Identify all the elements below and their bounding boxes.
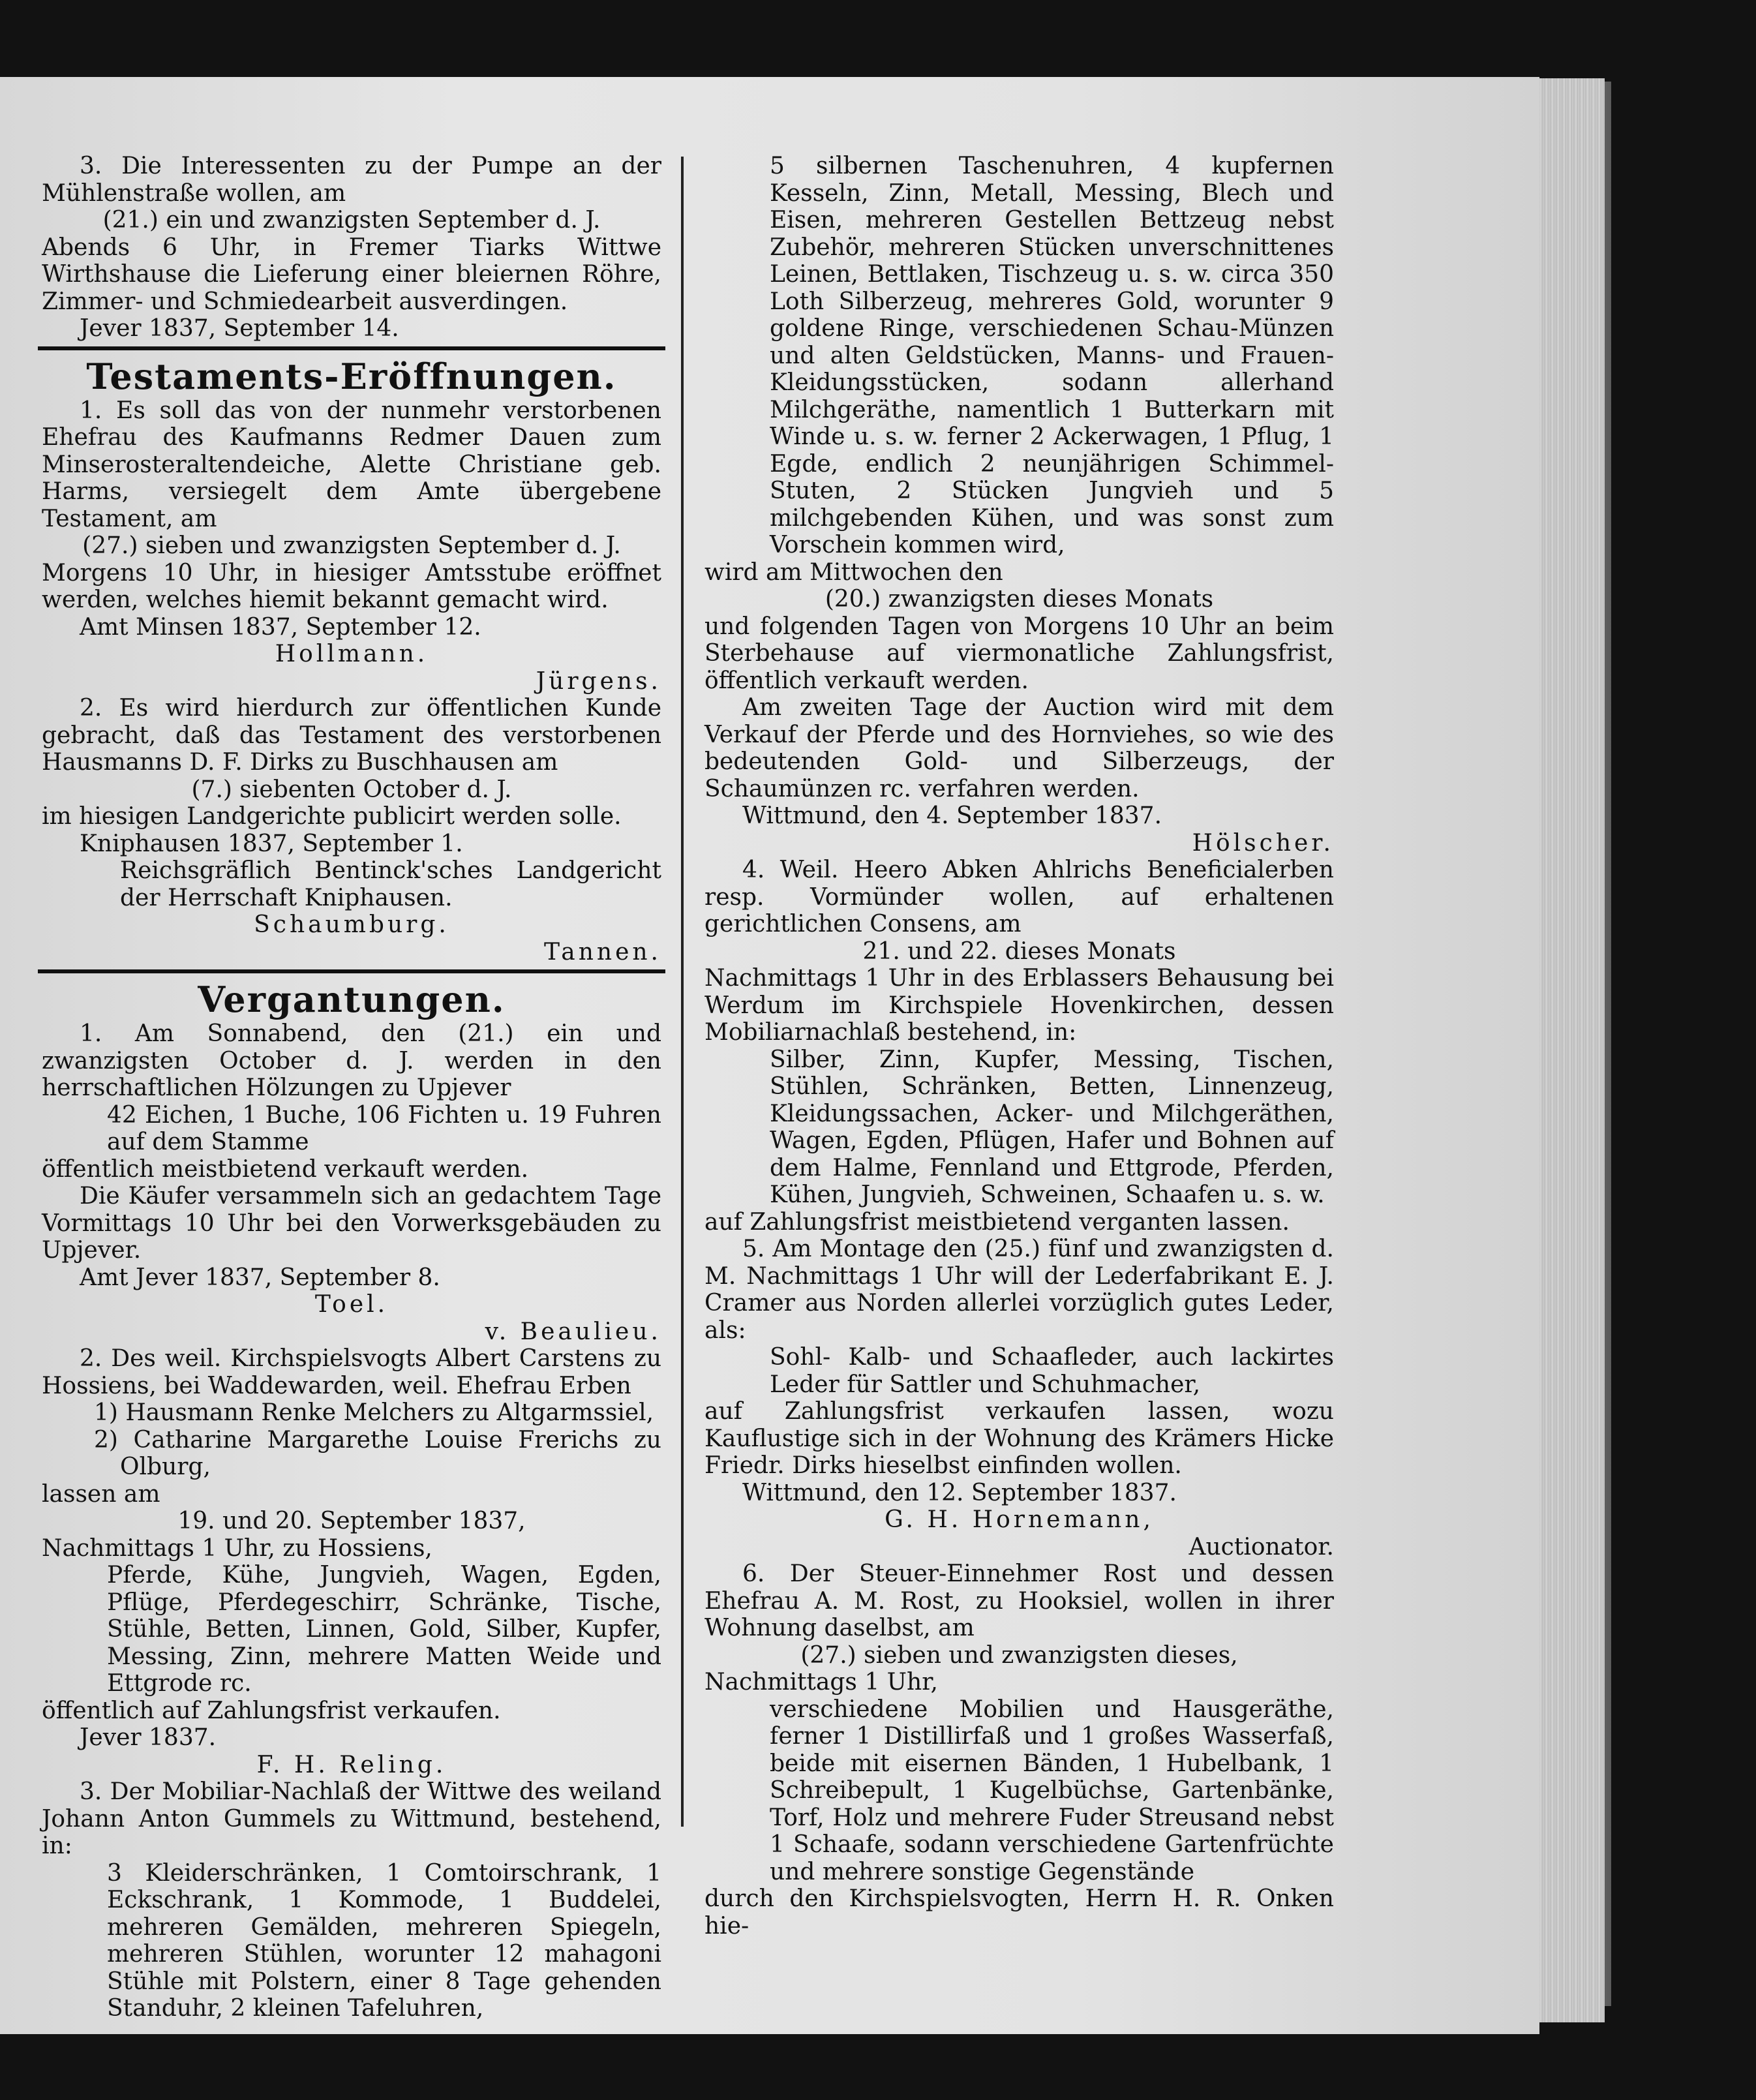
vergantung-2-time: Nachmittags 1 Uhr, zu Hossiens,: [42, 1534, 432, 1562]
testament-1-signer-2: Jürgens.: [536, 667, 661, 695]
vergantung-3-second-day: Am zweiten Tage der Auction wird mit dem Verkauf der Pferde und des Hornviehes, so wie des bedeutenden Gold- und Silberzeugs, der Schaumünzen rc. verfahren werden.: [704, 694, 1334, 802]
vergantung-3-place: Wittmund, den 4. September 1837.: [742, 802, 1162, 829]
left-column: [42, 153, 661, 2022]
vergantung-2-intro: 2. Des weil. Kirchspielsvogts Albert Carstens zu Hossiens, bei Waddewarden, weil. Ehefrau Erben: [42, 1345, 661, 1399]
vergantung-1-intro: 1. Am Sonnabend, den (21.) ein und zwanzigsten October d. J. werden in den herrschaftlichen Hölzungen zu Upjever: [42, 1020, 661, 1101]
column-divider: [681, 157, 684, 1827]
testament-2-date: (7.) siebenten October d. J.: [191, 776, 512, 803]
vergantung-3-date: (20.) zwanzigsten dieses Monats: [825, 586, 1214, 613]
vergantung-4-intro: 4. Weil. Heero Abken Ahlrichs Beneficialerben resp. Vormünder wollen, auf erhaltenen gerichtlichen Consens, am: [704, 857, 1334, 937]
vergantung-1-items: 42 Eichen, 1 Buche, 106 Fichten u. 19 Fuhren auf dem Stamme: [107, 1101, 661, 1155]
testament-2-signer-2: Tannen.: [544, 938, 661, 966]
vergantung-6-date: (27.) sieben und zwanzigsten dieses,: [800, 1641, 1238, 1669]
vergantung-1-signer-1: Toel.: [314, 1291, 389, 1318]
vergantung-2-items: Pferde, Kühe, Jungvieh, Wagen, Egden, Pflüge, Pferdegeschirr, Schränke, Tische, Stühle, Betten, Linnen, Gold, Silber, Kupfer, Messing, Zinn, mehrere Matten Weide und Ettgrode rc.: [107, 1562, 661, 1697]
vergantung-6-items: verschiedene Mobilien und Hausgeräthe, ferner 1 Distillirfaß und 1 großes Wasserfaß, beide mit eisernen Bänden, 1 Hubelbank, 1 Schreibepult, 1 Kugelbüchse, Gartenbänke, Torf, Holz und mehrere Fuder Streusand nebst 1 Schaafe, sodann verschiedene Gartenfrüchte und mehrere sonstige Gegenstände: [770, 1696, 1334, 1885]
right-column: [704, 153, 1334, 1940]
vergantung-4-date: 21. und 22. dieses Monats: [862, 937, 1176, 965]
vergantung-2-signer: F. H. Reling.: [256, 1751, 447, 1778]
vergantung-6-agent: durch den Kirchspielsvogten, Herrn H. R. Onken hie-: [704, 1885, 1334, 1940]
vergantung-5-items: Sohl- Kalb- und Schaafleder, auch lackirtes Leder für Sattler und Schuhmacher,: [770, 1344, 1334, 1398]
vergantung-2-place: Jever 1837.: [80, 1724, 217, 1751]
section-rule: [38, 969, 665, 973]
vergantung-3-items-cont: 5 silbernen Taschenuhren, 4 kupfernen Kesseln, Zinn, Metall, Messing, Blech und Eisen, mehreren Gestellen Bettzeug nebst Zubehör, mehreren Stücken unverschnittenes Leinen, Bettlaken, Tischzeug u. s. w. circa 350 Loth Silberzeug, mehreres Gold, worunter 9 goldene Ringe, verschiedenen Schau-Münzen und alten Geldstücken, Manns- und Frauen-Kleidungsstücken, sodann allerhand Milchgeräthe, namentlich 1 Butterkarn mit Winde u. s. w. ferner 2 Ackerwagen, 1 Pflug, 1 Egde, endlich 2 neunjährigen Schimmel-Stuten, 2 Stücken Jungvieh und 5 milchgebenden Kühen, und was sonst zum Vorschein kommen wird,: [770, 153, 1334, 558]
vergantung-5-signer: G. H. Hornemann,: [885, 1506, 1154, 1533]
vergantung-3-when: wird am Mittwochen den: [704, 558, 1003, 586]
vergantung-2-date: 19. und 20. September 1837,: [177, 1508, 526, 1534]
vergantung-1-meeting: Die Käufer versammeln sich an gedachtem Tage Vormittags 10 Uhr bei den Vorwerksgebäuden zu Upjever.: [42, 1183, 661, 1264]
pumpe-date: (21.) ein und zwanzigsten September d. J.: [102, 207, 601, 234]
heading-testamente: Testaments-Eröffnungen.: [86, 355, 617, 397]
section-rule: [38, 346, 665, 350]
vergantung-1-sale: öffentlich meistbietend verkauft werden.: [42, 1155, 529, 1183]
testament-1-signer-1: Hollmann.: [275, 641, 429, 667]
testament-1-intro: 1. Es soll das von der nunmehr verstorbenen Ehefrau des Kaufmanns Redmer Dauen zum Minserosteraltendeiche, Alette Christiane geb. Harms, versiegelt dem Amte übergebene Testament, am: [42, 397, 661, 532]
vergantung-5-place: Wittmund, den 12. September 1837.: [742, 1479, 1177, 1506]
vergantung-6-intro: 6. Der Steuer-Einnehmer Rost und dessen Ehefrau A. M. Rost, zu Hooksiel, wollen in ihrer Wohnung daselbst, am: [704, 1560, 1334, 1641]
heading-vergantungen: Vergantungen.: [198, 979, 506, 1020]
pumpe-place-date: Jever 1837, September 14.: [80, 315, 399, 342]
vergantung-4-items: Silber, Zinn, Kupfer, Messing, Tischen, Stühlen, Schränken, Betten, Linnenzeug, Kleidungssachen, Acker- und Milchgeräthen, Wagen, Egden, Pflügen, Hafer und Bohnen auf dem Halme, Fennland und Ettgrode, Pferden, Kühen, Jungvieh, Schweinen, Schaafen u. s. w.: [770, 1046, 1334, 1208]
testament-2-signer-1: Schaumburg.: [254, 911, 449, 938]
vergantung-5-sale: auf Zahlungsfrist verkaufen lassen, wozu Kauflustige sich in der Wohnung des Krämers Hicke Friedr. Dirks hieselbst einfinden wollen.: [704, 1398, 1334, 1479]
vergantung-4-sale: auf Zahlungsfrist meistbietend verganten lassen.: [704, 1208, 1290, 1236]
pumpe-intro: 3. Die Interessenten zu der Pumpe an der Mühlenstraße wollen, am: [42, 153, 661, 207]
vergantung-5-intro: 5. Am Montage den (25.) fünf und zwanzigsten d. M. Nachmittags 1 Uhr will der Lederfabrikant E. J. Cramer aus Norden allerlei vorzüglich gutes Leder, als:: [704, 1236, 1334, 1344]
vergantung-2-lassen: lassen am: [42, 1480, 160, 1508]
vergantung-2-heir-2: 2) Catharine Margarethe Louise Frerichs zu Olburg,: [94, 1426, 661, 1480]
testament-1-body: Morgens 10 Uhr, in hiesiger Amtsstube eröffnet werden, welches hiemit bekannt gemacht wird.: [42, 559, 661, 613]
testament-1-place: Amt Minsen 1837, September 12.: [80, 613, 481, 641]
vergantung-3-intro: 3. Der Mobiliar-Nachlaß der Wittwe des weiland Johann Anton Gummels zu Wittmund, bestehend, in:: [42, 1778, 661, 1859]
testament-2-body: im hiesigen Landgerichte publicirt werden solle.: [42, 803, 622, 830]
testament-2-place: Kniphausen 1837, September 1.: [80, 830, 463, 857]
vergantung-3-body: und folgenden Tagen von Morgens 10 Uhr an beim Sterbehause auf viermonatliche Zahlungsfrist, öffentlich verkauft werden.: [704, 613, 1334, 694]
vergantung-2-sale: öffentlich auf Zahlungsfrist verkaufen.: [42, 1697, 501, 1724]
vergantung-5-signer-title: Auctionator.: [1188, 1533, 1334, 1560]
vergantung-1-signer-2: v. Beaulieu.: [485, 1318, 661, 1345]
testament-2-court: Reichsgräflich Bentinck'sches Landgericht der Herrschaft Kniphausen.: [120, 857, 661, 911]
vergantung-3-items: 3 Kleiderschränken, 1 Comtoirschrank, 1 Eckschrank, 1 Kommode, 1 Buddelei, mehreren Gemälden, mehreren Spiegeln, mehreren Stühlen, worunter 12 mahagoni Stühle mit Polstern, einer 8 Tage gehenden Standuhr, 2 kleinen Tafeluhren,: [107, 1859, 661, 2022]
vergantung-3-signer: Hölscher.: [1192, 829, 1334, 857]
vergantung-1-place: Amt Jever 1837, September 8.: [80, 1264, 440, 1291]
testament-1-date: (27.) sieben und zwanzigsten September d. J.: [82, 532, 621, 559]
vergantung-2-heir-1: 1) Hausmann Renke Melchers zu Altgarmssiel,: [94, 1399, 654, 1426]
vergantung-6-time: Nachmittags 1 Uhr,: [704, 1669, 938, 1696]
vergantung-4-body: Nachmittags 1 Uhr in des Erblassers Behausung bei Werdum im Kirchspiele Hovenkirchen, dessen Mobiliarnachlaß bestehend, in:: [704, 965, 1334, 1046]
testament-2-intro: 2. Es wird hierdurch zur öffentlichen Kunde gebracht, daß das Testament des verstorbenen Hausmanns D. F. Dirks zu Buschhausen am: [42, 695, 661, 776]
pumpe-body: Abends 6 Uhr, in Fremer Tiarks Wittwe Wirthshause die Lieferung einer bleiernen Röhre, Zimmer- und Schmiedearbeit ausverdingen.: [42, 234, 661, 315]
